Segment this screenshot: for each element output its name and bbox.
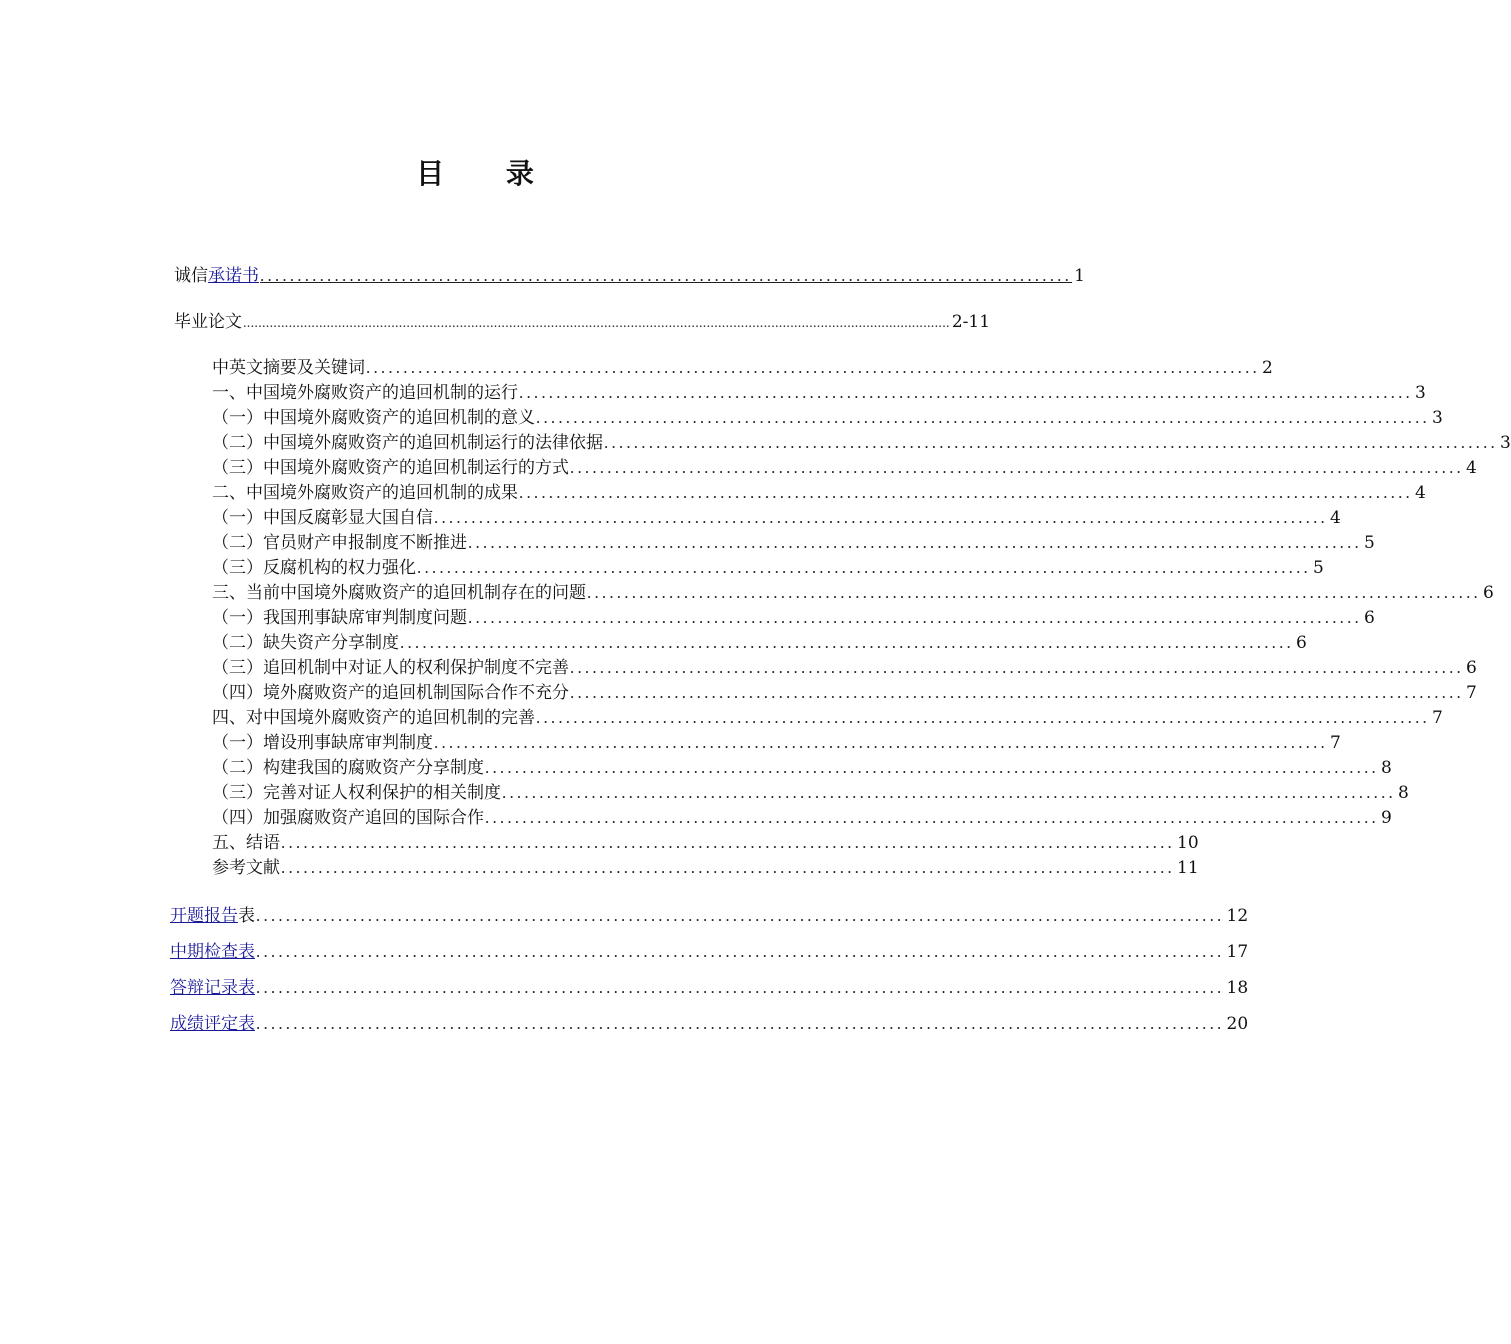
toc-entry-form[interactable] — [170, 976, 1249, 1000]
toc-entry-page: 9 — [1381, 808, 1392, 828]
toc-entry-page: 12 — [1226, 906, 1249, 926]
toc-entry-page: 11 — [1177, 858, 1199, 878]
toc-entry-form[interactable] — [170, 1012, 1249, 1036]
toc-entry-label: （二）官员财产申报制度不断推进 — [212, 533, 467, 553]
toc-entry-thesis[interactable] — [174, 310, 991, 334]
toc-entry-label: 表 — [238, 906, 255, 926]
toc-entry-form[interactable] — [170, 904, 1249, 928]
toc-entry-form[interactable] — [170, 940, 1249, 964]
toc-entry-label: （四）境外腐败资产的追回机制国际合作不充分 — [212, 683, 569, 703]
toc-entry-label: （三）完善对证人权利保护的相关制度 — [212, 783, 501, 803]
toc-entry-label: 中英文摘要及关键词 — [212, 358, 365, 378]
toc-entry-page: 4 — [1330, 508, 1341, 528]
toc-entry-label: （一）中国反腐彰显大国自信 — [212, 508, 433, 528]
toc-entry[interactable] — [212, 406, 1443, 430]
toc-entry-label: （三）中国境外腐败资产的追回机制运行的方式 — [212, 458, 569, 478]
toc-leader-dots: ........................................................................................................................ — [587, 583, 1481, 602]
toc-entry[interactable] — [212, 831, 1199, 855]
toc-entry-page: 7 — [1432, 708, 1443, 728]
toc-entry-link[interactable]: 答辩记录表 — [170, 978, 255, 998]
toc-entry-page: 18 — [1226, 978, 1249, 998]
toc-entry-label: 二、中国境外腐败资产的追回机制的成果 — [212, 483, 518, 503]
toc-leader-dots: ........................................................................................................................ — [536, 708, 1430, 727]
toc-entry-label: （一）增设刑事缺席审判制度 — [212, 733, 433, 753]
toc-leader-dots: ........................................................................................................................ — [434, 508, 1328, 527]
toc-entry[interactable] — [212, 381, 1426, 405]
toc-entry[interactable] — [212, 706, 1443, 730]
toc-leader-dots: ........................................................................................................................ — [570, 683, 1464, 702]
toc-leader-dots: ........................................................................................................................ — [468, 533, 1362, 552]
toc-entry[interactable] — [212, 856, 1199, 880]
toc-entry[interactable] — [212, 481, 1426, 505]
toc-entry-page: 3 — [1432, 408, 1443, 428]
toc-entry-page: 6 — [1364, 608, 1375, 628]
toc-leader-dots: ........................................................................................................................ — [485, 808, 1379, 827]
toc-entry-integrity-pledge[interactable] — [174, 264, 1085, 288]
toc-entry-link[interactable]: 中期检查表 — [170, 942, 255, 962]
toc-entry[interactable] — [212, 456, 1477, 480]
toc-leader-dots: ........................................................................................................................ — [570, 658, 1464, 677]
toc-entry-page: 3 — [1415, 383, 1426, 403]
toc-entry-label: （二）构建我国的腐败资产分享制度 — [212, 758, 484, 778]
toc-entry-page: 1 — [1074, 266, 1085, 286]
toc-leader-dots: ........................................................................................................................ — [417, 558, 1311, 577]
toc-leader-dots: .................................................................................................................................. — [256, 906, 1225, 925]
toc-leader-dots: ........................................................................................................................ — [536, 408, 1430, 427]
toc-leader-dots: ............................................................................................................. — [260, 266, 1073, 285]
toc-entry[interactable] — [212, 606, 1375, 630]
toc-entry[interactable] — [212, 506, 1341, 530]
toc-entry-label: （二）缺失资产分享制度 — [212, 633, 399, 653]
toc-entry-label: （一）我国刑事缺席审判制度问题 — [212, 608, 467, 628]
toc-entry-page: 17 — [1226, 942, 1249, 962]
toc-leader-dots: ........................................................................................................................ — [434, 733, 1328, 752]
toc-leader-dots: .................................................................................................................................. — [256, 1014, 1225, 1033]
toc-leader-dots: ........................................................................................................................ — [519, 383, 1413, 402]
toc-entry-page: 6 — [1483, 583, 1494, 603]
toc-entry[interactable] — [212, 631, 1307, 655]
toc-entry-page: 3 — [1500, 433, 1511, 453]
toc-entry-page: 8 — [1381, 758, 1392, 778]
toc-leader-dots: ........................................................................................................................ — [468, 608, 1362, 627]
toc-leader-dots: .................................................................................................................................. — [256, 978, 1225, 997]
toc-entry-label: 三、当前中国境外腐败资产的追回机制存在的问题 — [212, 583, 586, 603]
toc-entry-link[interactable]: 开题报告 — [170, 906, 238, 926]
toc-leader-dots: .................................................................................................................................. — [256, 942, 1225, 961]
toc-entry-page: 2 — [1262, 358, 1273, 378]
toc-entry[interactable] — [212, 806, 1392, 830]
toc-entry-page: 7 — [1330, 733, 1341, 753]
toc-entry-label: （三）反腐机构的权力强化 — [212, 558, 416, 578]
toc-leader-dots: ........................................................................................................................ — [485, 758, 1379, 777]
toc-entry-label: 五、结语 — [212, 833, 280, 853]
toc-entry-page: 6 — [1296, 633, 1307, 653]
toc-entry-label: 四、对中国境外腐败资产的追回机制的完善 — [212, 708, 535, 728]
toc-leader-dots: ........................................................................................................................ — [519, 483, 1413, 502]
toc-entry-page: 5 — [1364, 533, 1375, 553]
toc-leader-dots: ........................................................................................................................ — [604, 433, 1498, 452]
toc-entry-page: 7 — [1466, 683, 1477, 703]
toc-entry[interactable] — [212, 356, 1273, 380]
toc-entry-link[interactable]: 成绩评定表 — [170, 1014, 255, 1034]
toc-entry[interactable] — [212, 781, 1409, 805]
toc-entry-page: 4 — [1466, 458, 1477, 478]
toc-leader-dots: ........................................................................................................................ — [400, 633, 1294, 652]
toc-entry[interactable] — [212, 731, 1341, 755]
toc-entry-page: 20 — [1226, 1014, 1249, 1034]
toc-entry-label: 诚信 — [174, 266, 208, 286]
toc-entry-link[interactable]: 承诺书 — [208, 266, 259, 286]
toc-entry[interactable] — [212, 581, 1494, 605]
toc-leader-dots: ........................................................................................................................ — [366, 358, 1260, 377]
toc-title: 目 录 — [416, 157, 560, 190]
toc-leader-dots: .......................................................................................................................................................................................... — [243, 316, 950, 331]
toc-entry-label: （一）中国境外腐败资产的追回机制的意义 — [212, 408, 535, 428]
toc-entry-label: 毕业论文 — [174, 312, 242, 332]
toc-entry-page: 5 — [1313, 558, 1324, 578]
toc-leader-dots: ........................................................................................................................ — [281, 858, 1175, 877]
toc-entry[interactable] — [212, 556, 1324, 580]
toc-entry-page: 8 — [1398, 783, 1409, 803]
toc-entry[interactable] — [212, 681, 1477, 705]
toc-entry-page: 4 — [1415, 483, 1426, 503]
toc-entry-label: 一、中国境外腐败资产的追回机制的运行 — [212, 383, 518, 403]
toc-entry-label: （四）加强腐败资产追回的国际合作 — [212, 808, 484, 828]
toc-entry-page: 10 — [1177, 833, 1199, 853]
toc-entry-label: 参考文献 — [212, 858, 280, 878]
toc-leader-dots: ........................................................................................................................ — [502, 783, 1396, 802]
toc-entry[interactable] — [212, 431, 1511, 455]
toc-entry[interactable] — [212, 756, 1392, 780]
toc-entry[interactable] — [212, 656, 1477, 680]
toc-entry-page: 6 — [1466, 658, 1477, 678]
toc-entry-label: （三）追回机制中对证人的权利保护制度不完善 — [212, 658, 569, 678]
toc-entry[interactable] — [212, 531, 1375, 555]
toc-entry-page: 2-11 — [951, 312, 991, 332]
toc-leader-dots: ........................................................................................................................ — [281, 833, 1175, 852]
toc-entry-label: （二）中国境外腐败资产的追回机制运行的法律依据 — [212, 433, 603, 453]
toc-leader-dots: ........................................................................................................................ — [570, 458, 1464, 477]
